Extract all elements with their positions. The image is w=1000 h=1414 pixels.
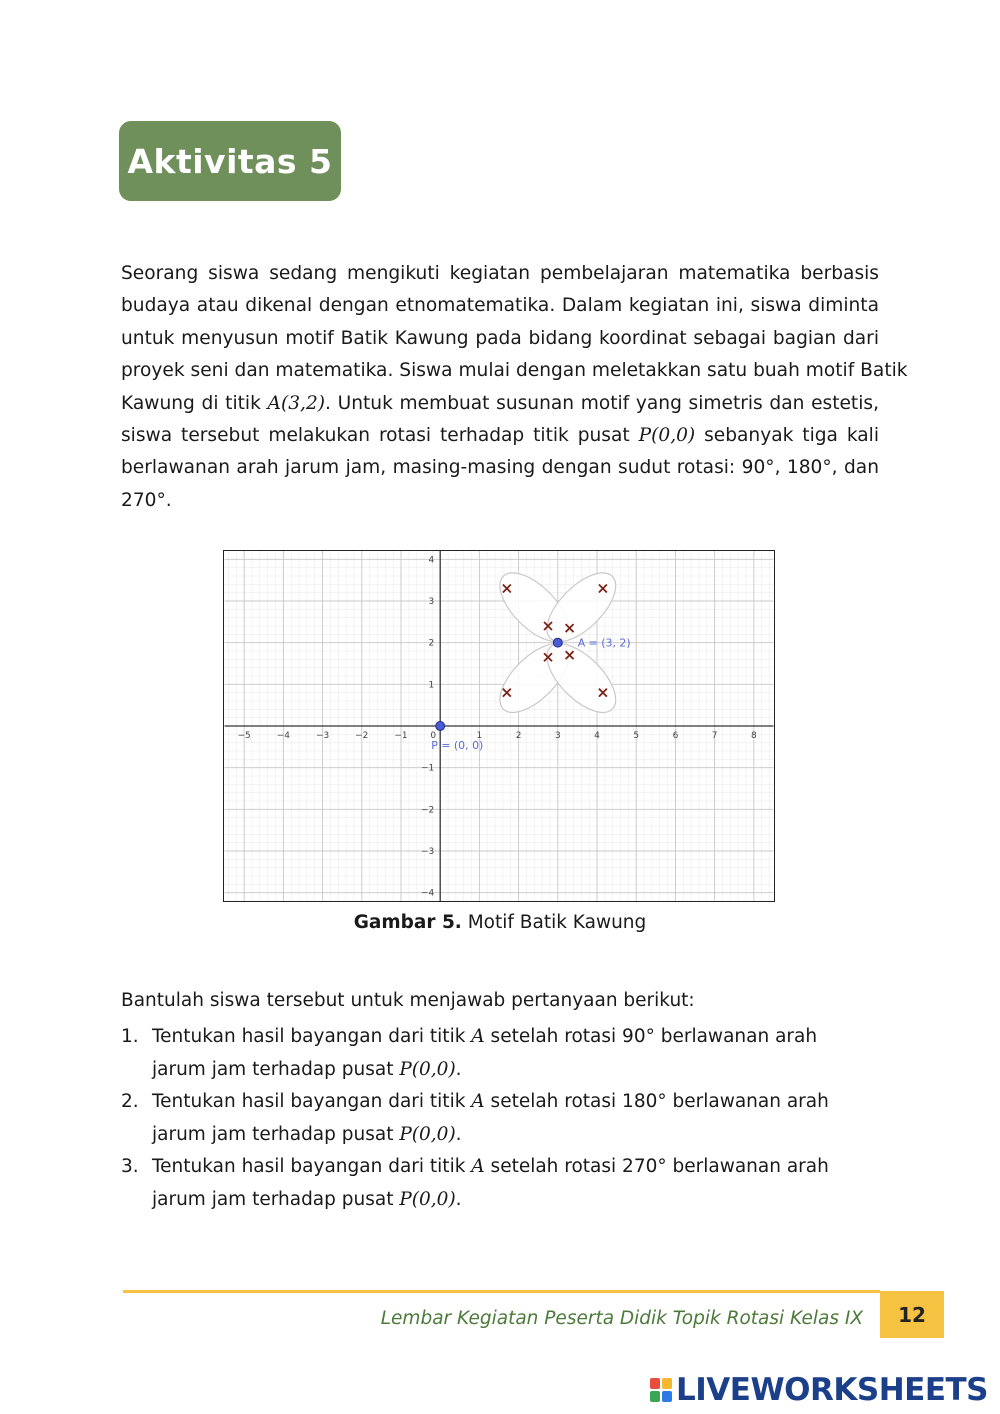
intro-line bbox=[121, 355, 908, 387]
math-expression: P(0,0) bbox=[399, 1188, 456, 1210]
question-intro: Bantulah siswa tersebut untuk menjawab pertanyaan berikut: bbox=[121, 990, 695, 1011]
intro-text: budaya atau dikenal dengan etnomatematika. Dalam kegiatan ini, siswa diminta bbox=[121, 295, 879, 317]
logo-square bbox=[662, 1378, 672, 1389]
question-fragment: . bbox=[455, 1123, 462, 1145]
intro-text: siswa tersebut melakukan rotasi terhadap titik pusat bbox=[121, 425, 639, 447]
math-expression: P(0,0) bbox=[399, 1058, 456, 1080]
question-fragment: setelah rotasi 180° berlawanan arah bbox=[484, 1091, 829, 1112]
x-tick-label: −5 bbox=[237, 730, 251, 741]
intro-line bbox=[121, 420, 879, 452]
x-tick-label: 3 bbox=[554, 730, 561, 741]
x-tick-label: 0 bbox=[430, 730, 437, 741]
page-number: 12 bbox=[880, 1291, 944, 1338]
question-line bbox=[152, 1086, 829, 1119]
footer-text: Lembar Kegiatan Peserta Didik Topik Rotasi Kelas IX bbox=[380, 1308, 863, 1329]
liveworksheets-logo-icon bbox=[650, 1378, 672, 1402]
intro-text: berlawanan arah jarum jam, masing-masing dengan sudut rotasi: 90°, 180°, dan bbox=[121, 457, 879, 479]
question-fragment: Tentukan hasil bayangan dari titik bbox=[152, 1156, 472, 1177]
x-tick-label: 8 bbox=[750, 730, 757, 741]
math-expression: A bbox=[471, 1091, 485, 1112]
y-tick-label: −2 bbox=[421, 805, 435, 816]
point-P bbox=[436, 722, 445, 731]
y-tick-label: −4 bbox=[421, 888, 435, 899]
question-fragment: . bbox=[455, 1188, 462, 1210]
x-tick-label: 7 bbox=[711, 730, 718, 741]
x-tick-label: 1 bbox=[476, 730, 483, 741]
intro-line bbox=[121, 485, 879, 517]
question-number: 2. bbox=[121, 1091, 139, 1112]
figure-caption-label: Gambar 5. bbox=[353, 912, 462, 933]
footer-divider bbox=[123, 1290, 880, 1293]
question-fragment: Tentukan hasil bayangan dari titik bbox=[152, 1091, 472, 1112]
intro-text: Seorang siswa sedang mengikuti kegiatan pembelajaran matematika berbasis bbox=[121, 263, 879, 284]
question-line bbox=[152, 1184, 829, 1217]
intro-text: sebanyak tiga kali bbox=[695, 425, 879, 447]
question-item bbox=[121, 1086, 881, 1151]
math-expression: P(0,0) bbox=[399, 1123, 456, 1145]
question-fragment: . bbox=[455, 1058, 462, 1080]
question-line bbox=[152, 1119, 829, 1152]
question-list bbox=[121, 1021, 881, 1216]
question-line bbox=[152, 1021, 817, 1054]
x-tick-label: −1 bbox=[394, 730, 408, 741]
y-tick-label: 3 bbox=[428, 596, 435, 607]
question-fragment: setelah rotasi 270° berlawanan arah bbox=[484, 1156, 829, 1177]
question-fragment: jarum jam terhadap pusat bbox=[152, 1058, 400, 1080]
activity-title: Aktivitas 5 bbox=[127, 141, 333, 181]
intro-paragraph bbox=[121, 258, 908, 517]
question-text bbox=[152, 1021, 817, 1086]
y-tick-label: 2 bbox=[428, 638, 435, 649]
y-tick-label: −1 bbox=[421, 763, 435, 774]
question-fragment: setelah rotasi 90° berlawanan arah bbox=[484, 1026, 818, 1047]
intro-line bbox=[121, 290, 879, 322]
math-expression: A bbox=[471, 1026, 485, 1047]
logo-square bbox=[650, 1391, 660, 1402]
y-tick-label: 1 bbox=[428, 680, 435, 691]
math-expression: A(3,2) bbox=[267, 392, 326, 414]
x-tick-label: −4 bbox=[276, 730, 290, 741]
x-tick-label: 4 bbox=[594, 730, 600, 741]
logo-square bbox=[662, 1391, 672, 1402]
intro-text: 270°. bbox=[121, 489, 172, 511]
figure-caption-text: Motif Batik Kawung bbox=[461, 912, 647, 933]
x-tick-label: 5 bbox=[633, 730, 640, 741]
liveworksheets-brand bbox=[650, 1372, 988, 1408]
question-line bbox=[152, 1054, 817, 1087]
question-line bbox=[152, 1151, 829, 1184]
x-tick-label: −3 bbox=[315, 730, 330, 741]
intro-line bbox=[121, 452, 879, 484]
y-tick-label: 4 bbox=[428, 555, 435, 566]
x-tick-label: −2 bbox=[355, 730, 369, 741]
coordinate-graph bbox=[223, 550, 775, 902]
figure-caption bbox=[0, 912, 1000, 933]
question-fragment: jarum jam terhadap pusat bbox=[152, 1188, 400, 1210]
y-tick-label: −3 bbox=[421, 846, 435, 857]
point-A-label: A = (3, 2) bbox=[577, 636, 631, 650]
question-fragment: Tentukan hasil bayangan dari titik bbox=[152, 1026, 472, 1047]
intro-text: . Untuk membuat susunan motif yang simetris dan estetis, bbox=[325, 392, 879, 414]
question-item bbox=[121, 1021, 881, 1086]
math-expression: P(0,0) bbox=[638, 425, 696, 447]
question-text bbox=[152, 1086, 829, 1151]
question-item bbox=[121, 1151, 881, 1216]
question-number: 3. bbox=[121, 1156, 139, 1177]
liveworksheets-wordmark: LIVEWORKSHEETS bbox=[676, 1372, 988, 1408]
intro-line bbox=[121, 323, 879, 355]
intro-text: Kawung di titik bbox=[121, 392, 268, 414]
x-tick-label: 2 bbox=[515, 730, 522, 741]
question-fragment: jarum jam terhadap pusat bbox=[152, 1123, 400, 1145]
point-P-label: P = (0, 0) bbox=[431, 738, 484, 752]
x-tick-label: 6 bbox=[672, 730, 679, 741]
intro-text: proyek seni dan matematika. Siswa mulai dengan meletakkan satu buah motif Batik bbox=[121, 360, 908, 382]
intro-line bbox=[121, 258, 879, 290]
point-A bbox=[553, 638, 562, 647]
intro-text: untuk menyusun motif Batik Kawung pada bidang koordinat sebagai bagian dari bbox=[121, 327, 879, 349]
question-number: 1. bbox=[121, 1026, 139, 1047]
activity-title-box bbox=[119, 121, 341, 201]
intro-line bbox=[121, 388, 879, 420]
question-text bbox=[152, 1151, 829, 1216]
logo-square bbox=[650, 1378, 660, 1389]
math-expression: A bbox=[471, 1156, 485, 1177]
